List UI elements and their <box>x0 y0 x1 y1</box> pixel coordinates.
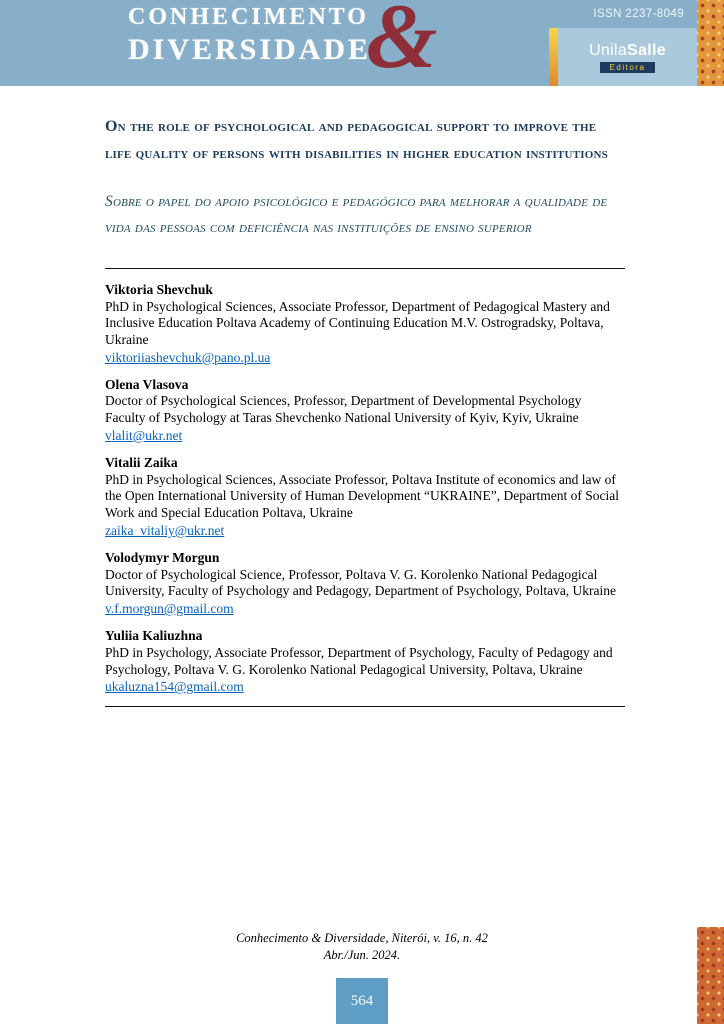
article-title-english: On the role of psychological and pedagogical support to improve the life quality of persons with disabilities in higher education institutions <box>105 118 608 162</box>
author-email-link[interactable]: viktoriiashevchuk@pano.pl.ua <box>105 349 271 365</box>
ornament-strip-top-right <box>697 0 724 86</box>
author-affiliation: PhD in Psychological Sciences, Associate Professor, Department of Pedagogical Mastery and Inclusive Education Poltava Academy of Continuing Education M.V. Ostrogradsky, Poltava, Ukraine <box>105 298 610 347</box>
divider-top <box>105 268 625 269</box>
author-email-link[interactable]: v.f.morgun@gmail.com <box>105 601 234 617</box>
footer-date-line: Abr./Jun. 2024. <box>323 947 401 962</box>
journal-footer <box>0 930 724 964</box>
publisher-name-salle: Salle <box>627 41 666 59</box>
article-header <box>105 114 625 707</box>
author-name: Volodymyr Morgun <box>105 549 220 565</box>
issn-label: ISSN 2237-8049 <box>593 8 684 20</box>
author-email-link[interactable]: zaika_vitaliy@ukr.net <box>105 522 225 538</box>
author-entry <box>105 550 625 618</box>
author-affiliation: Doctor of Psychological Sciences, Professor, Department of Developmental Psychology Faculty of Psychology at Taras Shevchenko National University of Kyiv, Kyiv, Ukraine <box>105 393 582 426</box>
author-affiliation: PhD in Psychological Sciences, Associate Professor, Poltava Institute of economics and law of the Open International University of Human Development “UKRAINE”, Department of Social Work and Special Education Poltava, Ukraine <box>105 471 619 521</box>
logo-text-conhecimento: CONHECIMENTO <box>128 4 369 30</box>
author-email-link[interactable]: vlalit@ukr.net <box>105 427 183 443</box>
ornament-strip-bottom-right <box>697 927 724 1024</box>
author-affiliation: Doctor of Psychological Science, Professor, Poltava V. G. Korolenko National Pedagogical University, Faculty of Psychology and Pedagogy, Department of Psychology, Poltava, Ukraine <box>105 566 617 599</box>
author-affiliation: PhD in Psychology, Associate Professor, Department of Psychology, Faculty of Pedagogy and Psychology, Poltava V. G. Korolenko National Pedagogical University, Poltava, Ukraine <box>105 644 613 677</box>
divider-bottom <box>105 706 625 707</box>
journal-banner <box>0 0 724 86</box>
author-name: Viktoria Shevchuk <box>105 281 213 297</box>
author-entry <box>105 628 625 696</box>
author-entry <box>105 377 625 445</box>
author-entry <box>105 282 625 367</box>
logo-ampersand: & <box>366 0 438 87</box>
publisher-editora-label: Editora <box>600 62 656 73</box>
publisher-panel <box>549 28 697 86</box>
publisher-name <box>589 42 666 60</box>
publisher-name-unila: Unila <box>589 41 628 59</box>
journal-logo <box>128 0 438 87</box>
unilasalle-logo <box>558 42 697 73</box>
author-name: Olena Vlasova <box>105 376 189 392</box>
gold-accent-bar <box>549 28 558 86</box>
author-name: Yuliia Kaliuzhna <box>105 628 203 644</box>
article-title-portuguese: Sobre o papel do apoio psicológico e pedagógico para melhorar a qualidade de vida das pessoas com deficiência nas instituições de ensino superior <box>105 193 608 237</box>
author-name: Vitalii Zaika <box>105 454 178 470</box>
authors-section <box>105 282 625 696</box>
footer-journal-line: Conhecimento & Diversidade, Niterói, v. 16, n. 42 <box>236 931 488 945</box>
author-email-link[interactable]: ukaluzna154@gmail.com <box>105 679 244 695</box>
author-entry <box>105 455 625 540</box>
page-number: 564 <box>336 978 388 1024</box>
logo-text-diversidade: DIVERSIDADE <box>128 33 372 66</box>
